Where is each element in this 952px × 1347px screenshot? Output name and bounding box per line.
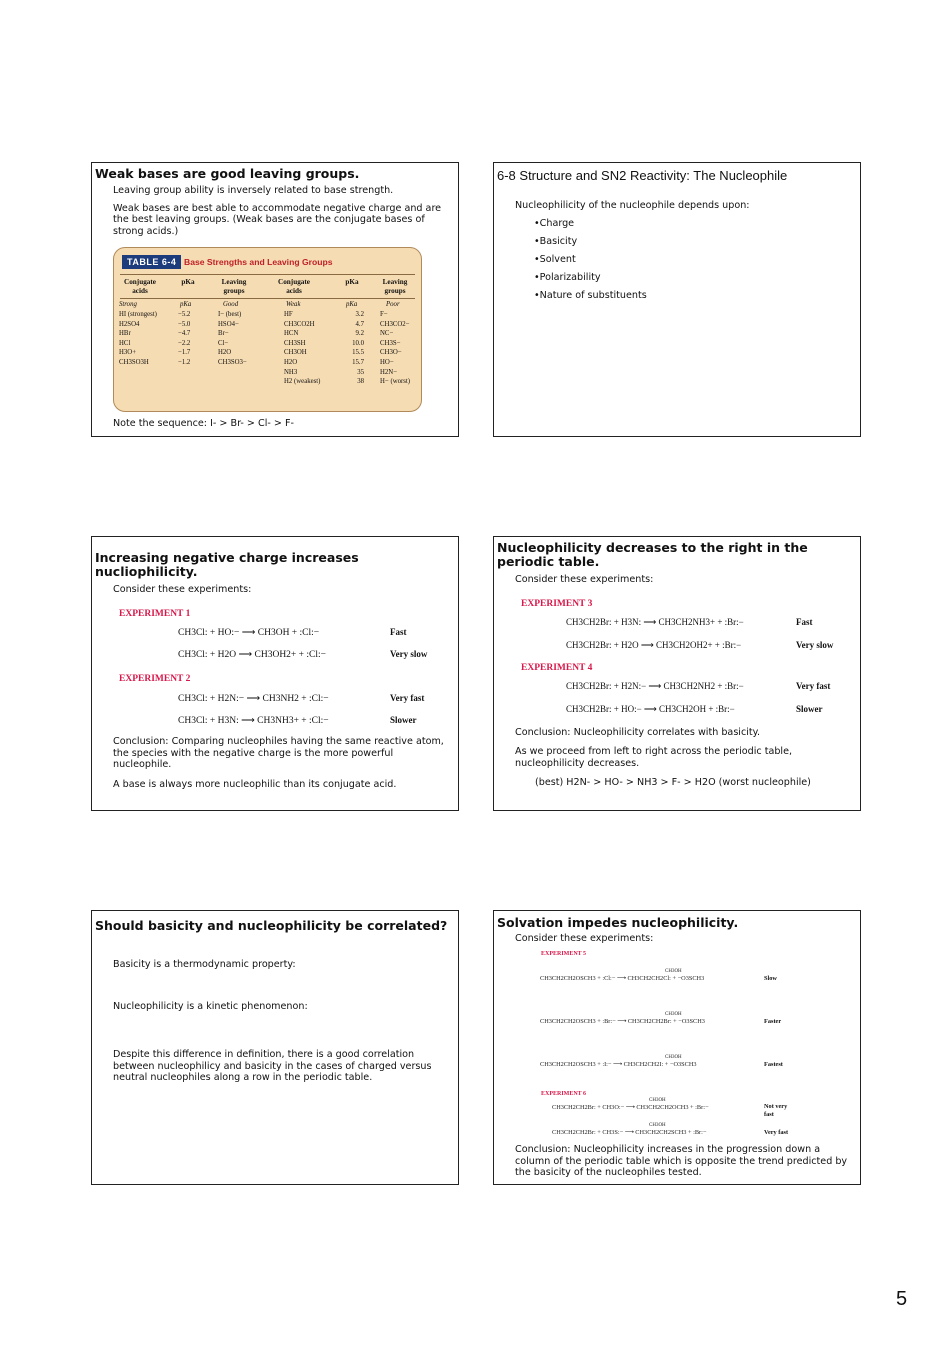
slide-title: Increasing negative charge increases nucliophilicity. bbox=[95, 550, 359, 580]
table-header: Conjugate acids bbox=[278, 278, 310, 295]
reaction-equation: CH3CH2CH2Br: + CH3S:− ⟶ CH3CH2CH2SCH3 + :Br:− bbox=[552, 1129, 707, 1136]
reaction-rate: Very fast bbox=[390, 693, 425, 703]
list-item: •Charge bbox=[534, 218, 575, 230]
reaction-rate: Very fast bbox=[764, 1129, 789, 1136]
experiment-label: EXPERIMENT 1 bbox=[119, 609, 191, 619]
consider-line: Consider these experiments: bbox=[515, 933, 654, 945]
slide-title: Should basicity and nucleophilicity be correlated? bbox=[95, 918, 448, 933]
reaction-equation: CH3Cl: + H2O ⟶ CH3OH2+ + :Cl:− bbox=[178, 650, 327, 660]
reaction-rate: Slower bbox=[796, 704, 823, 714]
table-header: pKa bbox=[345, 278, 359, 286]
weak-bases-line: Weak bases are best able to accommodate negative charge and are the best leaving groups. (Weak bases are the conjugate bases of strong acids.) bbox=[113, 202, 442, 237]
reaction-equation: CH3CH2Br: + H3N: ⟶ CH3CH2NH3+ + :Br:− bbox=[566, 617, 744, 627]
reaction-equation: CH3Cl: + H2N:− ⟶ CH3NH2 + :Cl:− bbox=[178, 694, 329, 704]
experiment-label: EXPERIMENT 4 bbox=[521, 663, 593, 673]
conclusion-text: Conclusion: Nucleophilicity increases in the progression down a column of the periodic table which is opposite the trend predicted by the basicity of the nucleophiles tested. bbox=[515, 1144, 848, 1178]
table-subheader: Poor bbox=[386, 301, 400, 308]
reaction-equation: CH3CH2Br: + H2N:− ⟶ CH3CH2NH2 + :Br:− bbox=[566, 681, 744, 691]
list-item: •Basicity bbox=[534, 236, 578, 248]
slide-weak-bases bbox=[91, 162, 459, 437]
consider-line: Consider these experiments: bbox=[515, 573, 654, 585]
leaving-group-column-poor: F− CH3CO2− NC− CH3S− CH3O− HO− H2N− H− (worst) bbox=[380, 311, 411, 386]
solvent-label: CH3OH bbox=[665, 969, 682, 974]
nucleophilicity-line: Nucleophilicity is a kinetic phenomenon: bbox=[113, 1001, 308, 1012]
acid-column-strong: HI (strongest) H2SO4 HBr HCl H3O+ CH3SO3H bbox=[119, 311, 157, 366]
reaction-equation: CH3CH2Br: + HO:− ⟶ CH3CH2OH + :Br:− bbox=[566, 704, 735, 714]
reaction-rate: Very slow bbox=[390, 649, 428, 659]
list-item: •Polarizability bbox=[534, 272, 601, 284]
reaction-equation: CH3CH2Br: + H2O ⟶ CH3CH2OH2+ + :Br:− bbox=[566, 640, 742, 650]
pka-column-weak: 3.2 4.7 9.2 10.0 15.5 15.7 35 38 bbox=[352, 311, 364, 386]
table-header: Leaving groups bbox=[382, 278, 408, 295]
list-item: •Nature of substituents bbox=[534, 290, 647, 302]
table-header: Conjugate acids bbox=[124, 278, 156, 295]
basicity-line: Basicity is a thermodynamic property: bbox=[113, 959, 296, 970]
table-rule bbox=[120, 298, 415, 299]
reaction-rate: Not very fast bbox=[764, 1103, 788, 1118]
table-subheader: Good bbox=[223, 301, 239, 308]
nucleophile-order: (best) H2N- > HO- > NH3 > F- > H2O (worst nucleophile) bbox=[535, 777, 811, 788]
table-subheader: Weak bbox=[286, 301, 301, 308]
experiment-label: EXPERIMENT 3 bbox=[521, 599, 593, 609]
leaving-group-line: Leaving group ability is inversely related to base strength. bbox=[113, 185, 394, 197]
reaction-rate: Very slow bbox=[796, 640, 834, 650]
acid-column-weak: HF CH3CO2H HCN CH3SH CH3OH H2O NH3 H2 (weakest) bbox=[284, 311, 321, 386]
slide-periodic-trend bbox=[493, 536, 861, 811]
list-item: •Solvent bbox=[534, 254, 576, 266]
reaction-equation: CH3CH2CH2OSCH3 + :Br:− ⟶ CH3CH2CH2Br: + −O3SCH3 bbox=[540, 1018, 705, 1025]
sequence-note: Note the sequence: I- > Br- > Cl- > F- bbox=[113, 418, 294, 429]
consider-line: Consider these experiments: bbox=[113, 583, 252, 595]
slide-title: 6-8 Structure and SN2 Reactivity: The Nucleophile bbox=[497, 168, 788, 183]
experiment-label: EXPERIMENT 5 bbox=[541, 951, 587, 957]
table-caption: Base Strengths and Leaving Groups bbox=[184, 257, 333, 267]
slide-title: Nucleophilicity decreases to the right in the periodic table. bbox=[497, 540, 808, 570]
solvent-label: CH3OH bbox=[665, 1012, 682, 1017]
slide-basicity-question bbox=[91, 910, 459, 1185]
conclusion-text: Conclusion: Nucleophilicity correlates with basicity. bbox=[515, 727, 761, 738]
reaction-equation: CH3Cl: + H3N: ⟶ CH3NH3+ + :Cl:− bbox=[178, 716, 329, 726]
reaction-rate: Very fast bbox=[796, 681, 831, 691]
reaction-equation: CH3Cl: + HO:− ⟶ CH3OH + :Cl:− bbox=[178, 628, 320, 638]
reaction-equation: CH3CH2CH2Br: + CH3O:− ⟶ CH3CH2CH2OCH3 + :Br:− bbox=[552, 1104, 709, 1111]
reaction-rate: Slow bbox=[764, 975, 777, 982]
table-rule bbox=[120, 274, 415, 275]
table-header: Leaving groups bbox=[221, 278, 247, 295]
table-badge: TABLE 6-4 bbox=[122, 255, 181, 269]
reaction-rate: Fast bbox=[796, 617, 813, 627]
reaction-rate: Faster bbox=[764, 1018, 782, 1025]
intro-line: Nucleophilicity of the nucleophile depends upon: bbox=[515, 199, 750, 211]
factor-list bbox=[494, 215, 860, 305]
table-subheader: Strong bbox=[119, 301, 137, 308]
solvent-label: CH3OH bbox=[649, 1123, 666, 1128]
pka-column-strong: −5.2 −5.0 −4.7 −2.2 −1.7 −1.2 bbox=[178, 311, 191, 366]
slide-solvation bbox=[493, 910, 861, 1185]
periodic-text: As we proceed from left to right across the periodic table, nucleophilicity decreases. bbox=[515, 746, 793, 769]
reaction-rate: Fastest bbox=[764, 1061, 783, 1068]
table-subheader: pKa bbox=[180, 301, 192, 308]
slide-title: Solvation impedes nucleophilicity. bbox=[497, 915, 739, 930]
solvent-label: CH3OH bbox=[665, 1055, 682, 1060]
experiment-label: EXPERIMENT 2 bbox=[119, 674, 191, 684]
table-header: pKa bbox=[181, 278, 195, 286]
slide-nucleophile-structure bbox=[493, 162, 861, 437]
table-6-4 bbox=[113, 247, 422, 412]
leaving-group-column-good: I− (best) HSO4− Br− Cl− H2O CH3SO3− bbox=[218, 311, 247, 366]
base-note: A base is always more nucleophilic than its conjugate acid. bbox=[113, 779, 397, 790]
conclusion-text: Conclusion: Comparing nucleophiles having the same reactive atom, the species with the negative charge is the more powerful nucleophile. bbox=[113, 736, 444, 770]
correlation-text: Despite this difference in definition, there is a good correlation between nucleophilicy and basicity in the cases of charged versus neutral nucleophiles along a row in the periodic table. bbox=[113, 1049, 432, 1083]
reaction-equation: CH3CH2CH2OSCH3 + :Cl:− ⟶ CH3CH2CH2Cl: + −O3SCH3 bbox=[540, 975, 705, 982]
reaction-equation: CH3CH2CH2OSCH3 + :I:− ⟶ CH3CH2CH2I: + −O3SCH3 bbox=[540, 1061, 697, 1068]
reaction-rate: Fast bbox=[390, 627, 407, 637]
slide-title: Weak bases are good leaving groups. bbox=[95, 166, 360, 181]
page-number: 5 bbox=[896, 1288, 908, 1310]
slide-negative-charge bbox=[91, 536, 459, 811]
solvent-label: CH3OH bbox=[649, 1098, 666, 1103]
table-subheader: pKa bbox=[346, 301, 358, 308]
reaction-rate: Slower bbox=[390, 715, 417, 725]
experiment-label: EXPERIMENT 6 bbox=[541, 1091, 587, 1097]
